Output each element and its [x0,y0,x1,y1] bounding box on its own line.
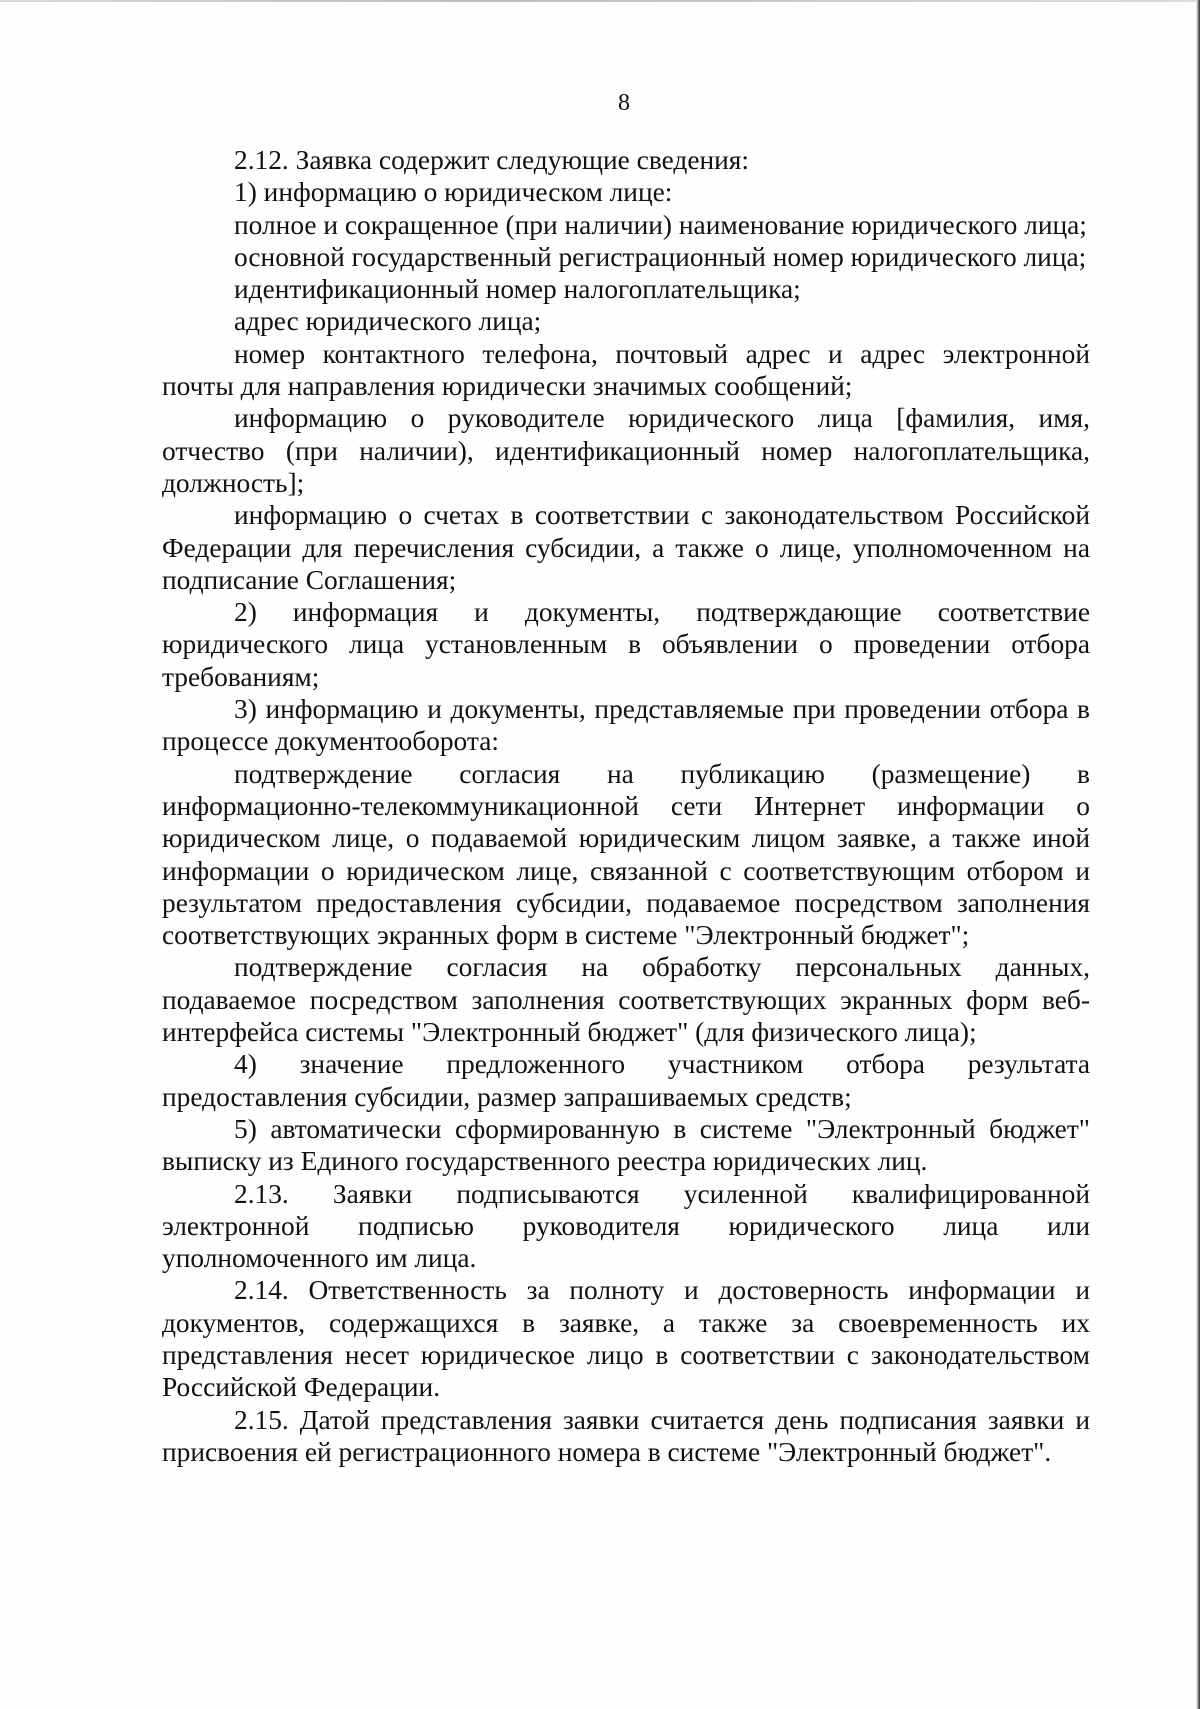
document-body [162,144,1090,1468]
paragraph-2-13: 2.13. Заявки подписываются усиленной квалифицированной электронной подписью руководителя юридического лица или уполномоченного им лица. [162,1178,1090,1274]
paragraph-2-15: 2.15. Датой представления заявки считается день подписания заявки и присвоения ей регистрационного номера в системе "Электронный бюджет". [162,1404,1090,1467]
page-number: 8 [618,90,630,116]
scan-edge-top [0,0,1200,2]
paragraph-publication-consent: подтверждение согласия на публикацию (размещение) в информационно-телекоммуникационной сети Интернет информации о юридическом лице, о подаваемой юридическим лицом заявке, а также иной информации о юридическом лице, связанной с соответствующим отбором и результатом предоставления субсидии, подаваемое посредством заполнения соответствующих экранных форм в системе "Электронный бюджет"; [162,758,1090,951]
paragraph-2-14: 2.14. Ответственность за полноту и достоверность информации и документов, содержащихся в заявке, а также за своевременность их представления несет юридическое лицо в соответствии с законодательством Российской Федерации. [162,1275,1090,1403]
paragraph-2-12: 2.12. Заявка содержит следующие сведения: [234,145,750,175]
paragraph-director: информацию о руководителе юридического лица [фамилия, имя, отчество (при наличии), идентификационный номер налогоплательщика, должность]; [162,403,1090,498]
paragraph-ogrn: основной государственный регистрационный номер юридического лица; [234,241,1087,272]
paragraph-full-name: полное и сокращенное (при наличии) наименование юридического лица; [234,209,1087,240]
paragraph-contacts: номер контактного телефона, почтовый адрес и адрес электронной почты для направления юридически значимых сообщений; [162,338,1090,402]
paragraph-accounts: информацию о счетах в соответствии с законодательством Российской Федерации для перечисления субсидии, а также о лице, уполномоченном на подписание Соглашения; [162,500,1090,595]
paragraph-item-4: 4) значение предложенного участником отбора результата предоставления субсидии, размер запрашиваемых средств; [162,1049,1090,1112]
paragraph-item-1: 1) информацию о юридическом лице: [234,177,673,208]
paragraph-item-3: 3) информацию и документы, представляемые при проведении отбора в процессе документооборота: [162,694,1090,757]
paragraph-address: адрес юридического лица; [234,306,542,337]
paragraph-personal-data-consent: подтверждение согласия на обработку персональных данных, подаваемое посредством заполнения соответствующих экранных форм веб-интерфейса системы "Электронный бюджет" (для физического лица); [162,952,1090,1048]
paragraph-inn: идентификационный номер налогоплательщика; [234,274,801,305]
paragraph-item-5: 5) автоматически сформированную в системе "Электронный бюджет" выписку из Единого государственного реестра юридических лиц. [162,1113,1090,1177]
paragraph-item-2: 2) информация и документы, подтверждающие соответствие юридического лица установленным в объявлении о проведении отбора требованиям; [162,597,1090,692]
scan-edge-right [1196,0,1200,1709]
